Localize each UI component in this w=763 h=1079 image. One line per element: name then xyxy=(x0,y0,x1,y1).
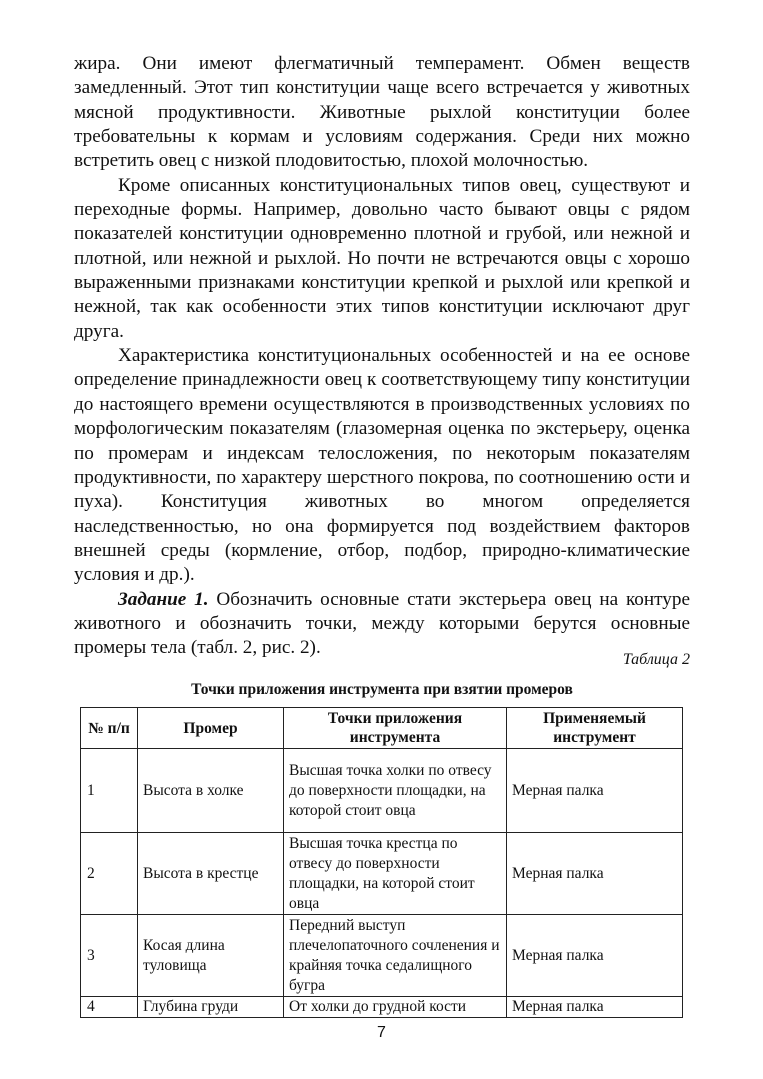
paragraph: жира. Они имеют флегматичный темперамент. Обмен веществ замедленный. Этот тип конституции чаще всего встречается у животных мясной продуктивности. Животные рыхлой конституции более требовательны к кормам и условиям содержания. Среди них можно встретить овец с низкой плодовитостью, плохой молочностью. xyxy=(74,53,690,172)
body-text xyxy=(74,52,690,661)
table-cell: 2 xyxy=(81,833,138,915)
header-cell: Применяемый инструмент xyxy=(507,708,683,749)
table-row xyxy=(81,833,683,915)
table-cell: Высота в холке xyxy=(138,749,284,833)
table-row xyxy=(81,997,683,1018)
task-text: Обозначить основные стати экстерьера овец на контуре животного и обозначить точки, между которыми берутся основные промеры тела (табл. 2, рис. 2). xyxy=(74,588,691,659)
table-row xyxy=(81,915,683,997)
table-cell: Высота в крестце xyxy=(138,833,284,915)
table-header-row xyxy=(81,708,683,749)
table-number: Таблица 2 xyxy=(622,651,690,668)
table-cell: Глубина груди xyxy=(138,997,284,1018)
table-cell: Высшая точка холки по отвесу до поверхности площадки, на которой стоит овца xyxy=(284,749,507,833)
table-cell: Высшая точка крестца по отвесу до поверхности площадки, на которой стоит овца xyxy=(284,833,507,915)
table-cell: Мерная палка xyxy=(507,915,683,997)
table-cell: Мерная палка xyxy=(507,833,683,915)
table-title: Точки приложения инструмента при взятии промеров xyxy=(191,681,573,698)
table-cell: Косая длина туловища xyxy=(138,915,284,997)
paragraph: Характеристика конституциональных особенностей и на ее основе определение принадлежности овец к соответствующему типу конституции до настоящего времени осуществляются в производственных условиях по морфологическим показателям (глазомерная оценка по экстерьеру, оценка по промерам и индексам телосложения, по некоторым показателям продуктивности, по характеру шерстного покрова, по соотношению ости и пуха). Конституция животных во многом определяется наследственностью, но она формируется под воздействием факторов внешней среды (кормление, отбор, подбор, природно-климатические условия и др.). xyxy=(74,345,690,586)
task-label: Задание 1. xyxy=(118,588,209,610)
table-cell: Передний выступ плечелопаточного сочленения и крайняя точка седалищного бугра xyxy=(284,915,507,997)
header-cell: № п/п xyxy=(81,708,138,749)
measurements-table xyxy=(80,707,683,1018)
table-cell: 4 xyxy=(81,997,138,1018)
table-cell: От холки до грудной кости xyxy=(284,997,507,1018)
header-cell: Точки приложения инструмента xyxy=(284,708,507,749)
paragraph: Кроме описанных конституциональных типов овец, существуют и переходные формы. Например, довольно часто бывают овцы с рядом показателей конституции одновременно плотной и грубой, или нежной и плотной, или нежной и рыхлой. Но почти не встречаются овцы с хорошо выраженными признаками конституции крепкой и рыхлой или крепкой и нежной, так как особенности этих типов конституции исключают друг друга. xyxy=(74,174,690,342)
table-cell: 3 xyxy=(81,915,138,997)
table-cell: Мерная палка xyxy=(507,749,683,833)
table-row xyxy=(81,749,683,833)
task-paragraph xyxy=(74,588,690,661)
table-cell: Мерная палка xyxy=(507,997,683,1018)
header-cell: Промер xyxy=(138,708,284,749)
table-cell: 1 xyxy=(81,749,138,833)
page-number: 7 xyxy=(377,1024,386,1041)
